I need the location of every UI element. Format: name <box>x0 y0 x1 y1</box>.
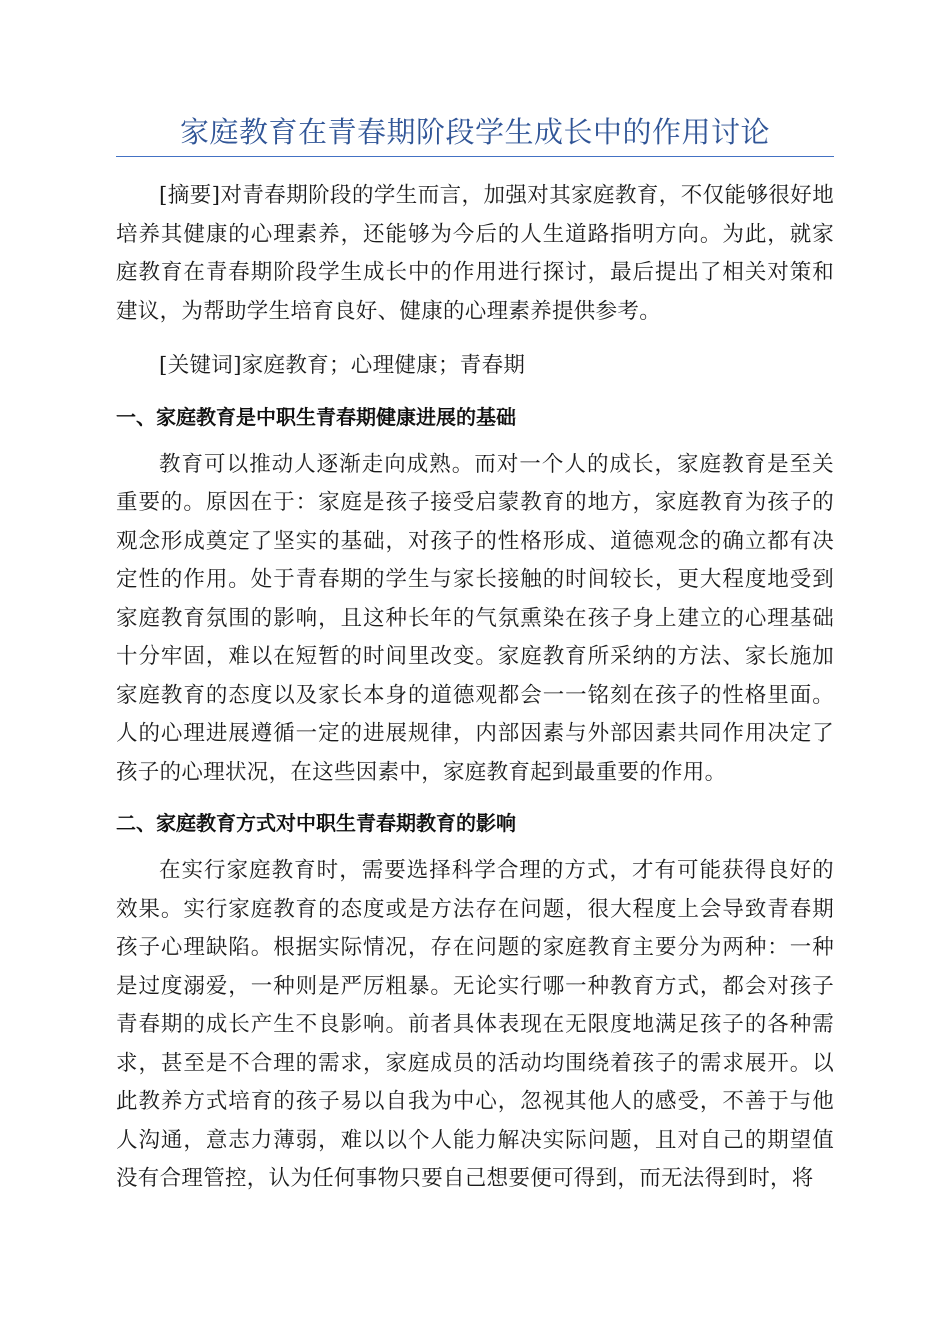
document-body <box>116 110 834 1199</box>
section-paragraph-1: 教育可以推动人逐渐走向成熟。而对一个人的成长，家庭教育是至关重要的。原因在于：家庭是孩子接受启蒙教育的地方，家庭教育为孩子的观念形成奠定了坚实的基础，对孩子的性格形成、道德观念的确立都有决定性的作用。处于青春期的学生与家长接触的时间较长，更大程度地受到家庭教育氛围的影响，且这种长年的气氛熏染在孩子身上建立的心理基础十分牢固，难以在短暂的时间里改变。家庭教育所采纳的方法、家长施加家庭教育的态度以及家长本身的道德观都会一一铭刻在孩子的性格里面。人的心理进展遵循一定的进展规律，内部因素与外部因素共同作用决定了孩子的心理状况，在这些因素中，家庭教育起到最重要的作用。 <box>116 451 834 785</box>
keywords-paragraph: [关键词]家庭教育；心理健康；青春期 <box>159 353 526 378</box>
document-title: 家庭教育在青春期阶段学生成长中的作用讨论 <box>116 110 834 157</box>
section-heading-1: 一、家庭教育是中职生青春期健康进展的基础 <box>116 404 516 429</box>
abstract-paragraph: [摘要]对青春期阶段的学生而言，加强对其家庭教育，不仅能够很好地培养其健康的心理素养，还能够为今后的人生道路指明方向。为此，就家庭教育在青春期阶段学生成长中的作用进行探讨，最后提出了相关对策和建议，为帮助学生培育良好、健康的心理素养提供参考。 <box>116 183 834 324</box>
section-paragraph-2: 在实行家庭教育时，需要选择科学合理的方式，才有可能获得良好的效果。实行家庭教育的态度或是方法存在问题，很大程度上会导致青春期孩子心理缺陷。根据实际情况，存在问题的家庭教育主要分为两种：一种是过度溺爱，一种则是严厉粗暴。无论实行哪一种教育方式，都会对孩子青春期的成长产生不良影响。前者具体表现在无限度地满足孩子的各种需求，甚至是不合理的需求，家庭成员的活动均围绕着孩子的需求展开。以此教养方式培育的孩子易以自我为中心，忽视其他人的感受，不善于与他人沟通，意志力薄弱，难以以个人能力解决实际问题，且对自己的期望值没有合理管控，认为任何事物只要自己想要便可得到，而无法得到时，将 <box>116 858 834 1191</box>
section-heading-2: 二、家庭教育方式对中职生青春期教育的影响 <box>116 811 516 835</box>
